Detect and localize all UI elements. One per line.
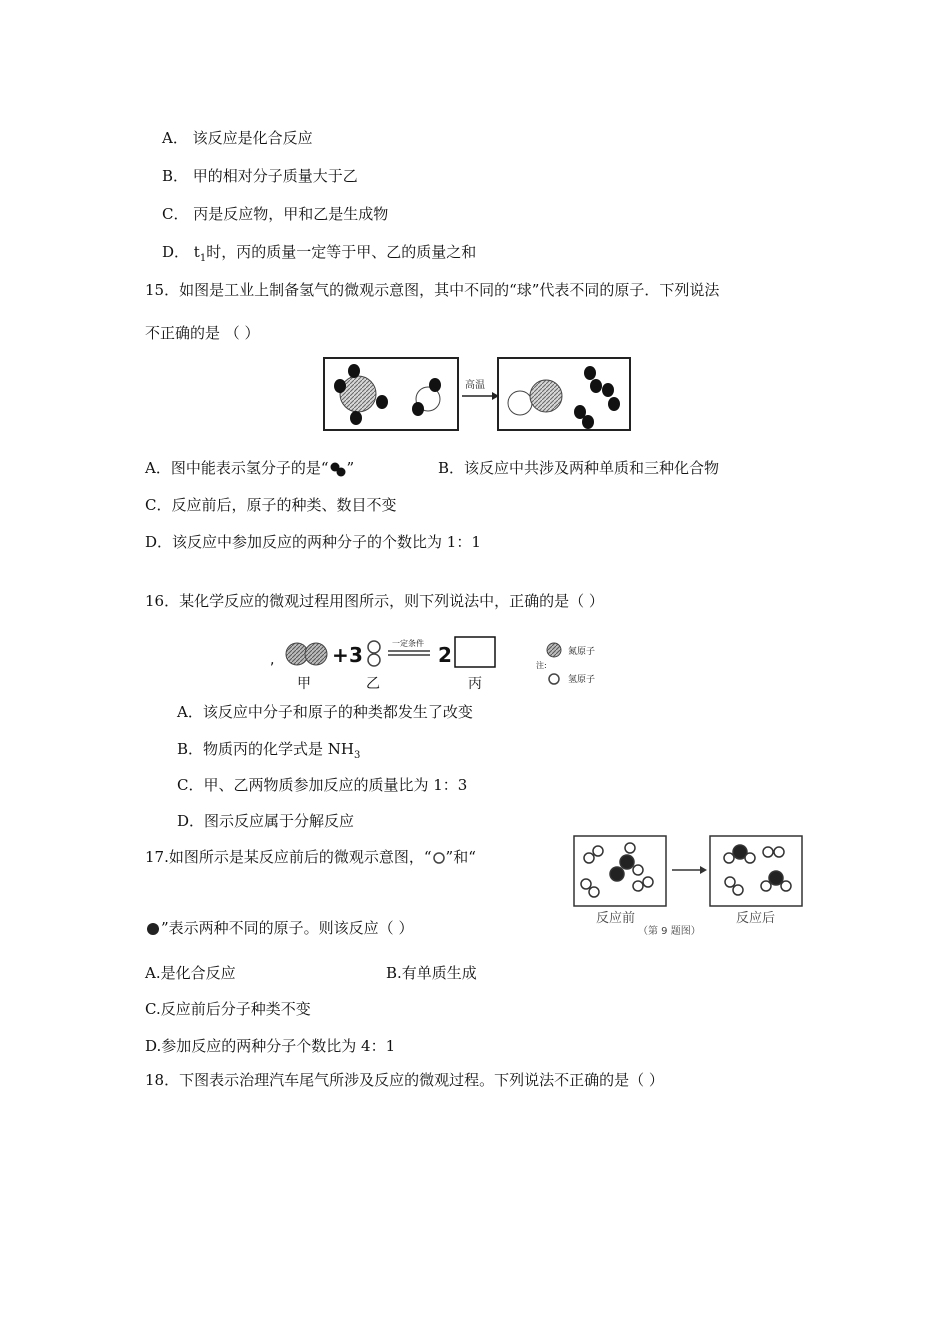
q14-option-d-pre: D． t [162, 243, 200, 261]
q15-water-molecule-before [412, 378, 441, 416]
q17-option-b: B.有单质生成 [386, 964, 477, 982]
hydrogen-atom-icon [549, 674, 559, 684]
q16-option-a: A．该反应中分子和原子的种类都发生了改变 [177, 703, 473, 721]
q17-fig-caption: （第 9 题图） [638, 926, 701, 937]
q15-stem-line1: 15．如图是工业上制备氢气的微观示意图，其中不同的“球”代表不同的原子．下列说法 [145, 281, 720, 299]
q17-stem-line2 [145, 918, 413, 938]
q14-option-a: A． 该反应是化合反应 [162, 129, 313, 147]
q17-molecules-before [581, 843, 653, 897]
q14-option-d-post: 时，丙的质量一定等于甲、乙的质量之和 [206, 243, 477, 261]
nitrogen-atom-icon [547, 643, 561, 657]
q14-option-d-sub: 1 [199, 253, 207, 264]
q17-stem-line1 [145, 847, 476, 867]
q16-legend-note: 注: [536, 661, 547, 670]
q14-option-c: C． 丙是反应物，甲和乙是生成物 [162, 205, 389, 223]
q17-label-before: 反应前 [596, 911, 636, 926]
q15-condition-label: 高温 [465, 380, 485, 391]
q16-condition-label: 一定条件 [392, 639, 424, 648]
q17-box-after [710, 836, 802, 906]
q17-reaction-figure [572, 834, 804, 938]
q15-stem-line2: 不正确的是 （ ） [145, 324, 260, 342]
q16-yi-molecule [368, 641, 380, 666]
q18-stem: 18．下图表示治理汽车尾气所涉及反应的微观过程。下列说法不正确的是（ ） [145, 1071, 664, 1089]
q17-molecules-after [724, 845, 791, 895]
q15-option-c: C．反应前后，原子的种类、数目不变 [145, 496, 397, 514]
q16-coef-3: 3 [349, 643, 363, 667]
q15-arrow [462, 378, 499, 400]
q16-legend-n: 氮原子 [568, 647, 596, 657]
q15-option-a [145, 458, 354, 478]
q16-jia-molecule [286, 643, 327, 665]
q14-option-d [162, 242, 476, 269]
q17-label-after: 反应后 [736, 911, 776, 926]
q16-option-b [177, 739, 360, 766]
q16-label-bing: 丙 [468, 676, 482, 692]
q17-arrow [672, 866, 707, 874]
hydrogen-molecule-icon [329, 461, 347, 477]
q15-reaction-figure [322, 356, 632, 434]
q17-stem-line2-text: ”表示两种不同的原子。则该反应（ ） [161, 919, 414, 937]
q16-option-b-pre: B．物质丙的化学式是 NH [177, 740, 354, 758]
q16-legend-h: 氢原子 [568, 675, 596, 685]
q17-option-c: C.反应前后分子种类不变 [145, 1000, 311, 1018]
q16-plus: + [332, 643, 349, 667]
white-atom-icon [432, 851, 446, 865]
q16-bing-box [455, 637, 495, 667]
q17-stem-line1-mid: ”和“ [445, 848, 476, 866]
q16-label-jia: 甲 [297, 676, 311, 692]
q15-option-b: B．该反应中共涉及两种单质和三种化合物 [438, 459, 720, 477]
q17-option-d: D.参加反应的两种分子个数比为 4：1 [145, 1037, 396, 1055]
q16-option-d: D．图示反应属于分解反应 [177, 812, 355, 830]
q16-option-b-sub: 3 [354, 750, 361, 761]
q17-stem-line1-pre: 17.如图所示是某反应前后的微观示意图，“ [145, 848, 432, 866]
q15-option-d: D．该反应中参加反应的两种分子的个数比为 1：1 [145, 533, 481, 551]
q15-option-a-pre: A．图中能表示氢分子的是“ [145, 459, 329, 477]
q15-option-a-post: ” [346, 459, 355, 477]
q16-label-yi: 乙 [366, 676, 380, 692]
q14-option-b: B． 甲的相对分子质量大于乙 [162, 167, 358, 185]
q16-stem: 16．某化学反应的微观过程用图所示，则下列说法中，正确的是（ ） [145, 592, 604, 610]
q15-methane-molecule [334, 364, 388, 425]
black-atom-icon [145, 922, 161, 936]
svg-text:,: , [270, 652, 275, 668]
q16-reaction-figure [268, 634, 608, 694]
q16-legend [536, 643, 595, 685]
q16-option-c: C．甲、乙两物质参加反应的质量比为 1：3 [177, 776, 468, 794]
q16-coef-2: 2 [438, 643, 452, 667]
q17-option-a: A.是化合反应 [145, 964, 236, 982]
q15-products [508, 366, 620, 429]
